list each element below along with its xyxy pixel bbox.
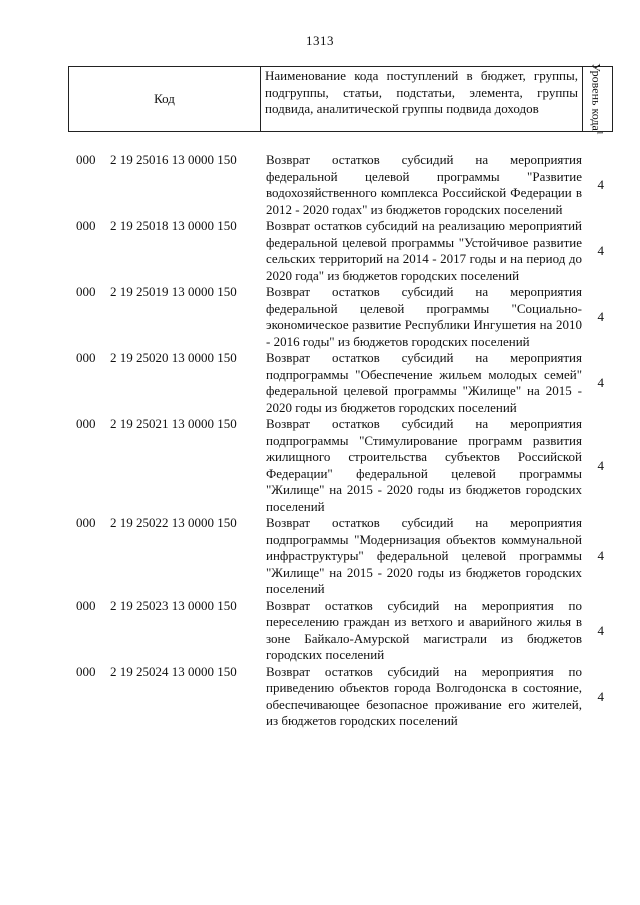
row-description: Возврат остатков субсидий на мероприятия подпрограммы "Обеспечение жильем молодых семей" федеральной целевой программы "Жилище" на 2015 - 2020 годы из бюджетов городских поселений	[266, 350, 582, 415]
table-body	[0, 152, 640, 730]
page-number: 1313	[306, 33, 334, 48]
row-admin-code: 000	[76, 416, 96, 431]
row-admin-code: 000	[76, 284, 96, 299]
row-description: Возврат остатков субсидий на мероприятия по переселению граждан из ветхого и аварийного жилья в зоне Байкало-Амурской магистрали из бюджетов городских поселений	[266, 597, 582, 662]
row-admin-code: 000	[76, 152, 96, 167]
header-level-cell	[583, 63, 612, 135]
row-level: 4	[597, 309, 604, 324]
row-revenue-code: 2 19 25016 13 0000 150	[110, 152, 237, 167]
row-level: 4	[597, 457, 604, 473]
table-row	[0, 284, 640, 350]
row-description: Возврат остатков субсидий на мероприятия подпрограммы "Стимулирование программ развития жилищного строительства субъектов Российской Федерации" федеральной целевой программы "Жилище" на 2015 - 2020 годы из бюджетов городских поселений	[266, 416, 582, 514]
row-level: 4	[597, 548, 604, 564]
row-description: Возврат остатков субсидий на мероприятия федеральной целевой программы "Развитие водохозяйственного комплекса Российской Федерации в 2012 - 2020 годах" из бюджетов городских поселений	[266, 152, 582, 217]
row-description: Возврат остатков субсидий на мероприятия по приведению объектов города Волгодонска в состояние, обеспечивающее безопасное проживание его жителей, из бюджетов городских поселений	[266, 663, 582, 728]
row-admin-code: 000	[76, 515, 96, 530]
header-level-text: Уровень кода	[589, 63, 603, 131]
row-admin-code: 000	[76, 663, 96, 679]
row-revenue-code: 2 19 25018 13 0000 150	[110, 218, 237, 233]
row-revenue-code: 2 19 25019 13 0000 150	[110, 284, 237, 299]
row-level: 4	[597, 177, 604, 192]
header-level-footnote: 1	[595, 130, 604, 135]
table-row	[0, 218, 640, 284]
row-revenue-code: 2 19 25021 13 0000 150	[110, 416, 237, 431]
row-level: 4	[597, 622, 604, 638]
row-revenue-code: 2 19 25022 13 0000 150	[110, 515, 237, 530]
table-row	[0, 664, 640, 730]
header-code-label: Код	[69, 67, 261, 131]
row-level: 4	[597, 375, 604, 390]
row-description: Возврат остатков субсидий на мероприятия федеральной целевой программы "Социально-экономическое развитие Республики Ингушетия на 2010 - 2016 годы" из бюджетов городских поселений	[266, 284, 582, 349]
row-revenue-code: 2 19 25020 13 0000 150	[110, 350, 237, 365]
row-admin-code: 000	[76, 350, 96, 365]
table-row	[0, 598, 640, 664]
row-revenue-code: 2 19 25024 13 0000 150	[110, 663, 237, 679]
table-row	[0, 416, 640, 515]
table-row	[0, 152, 640, 218]
row-admin-code: 000	[76, 218, 96, 233]
row-level: 4	[597, 688, 604, 704]
header-level-label	[590, 63, 605, 135]
row-description: Возврат остатков субсидий на реализацию мероприятий федеральной целевой программы "Устойчивое развитие сельских территорий на 2014 - 2017 годы и на период до 2020 года" из бюджетов городских поселений	[266, 218, 582, 283]
row-level: 4	[597, 243, 604, 258]
table-row	[0, 350, 640, 416]
table-header	[68, 63, 613, 135]
row-description: Возврат остатков субсидий на мероприятия подпрограммы "Модернизация объектов коммунальной инфраструктуры" федеральной целевой программы "Жилище" на 2015 - 2020 годы из бюджетов городских поселений	[266, 515, 582, 596]
row-admin-code: 000	[76, 597, 96, 613]
row-revenue-code: 2 19 25023 13 0000 150	[110, 597, 237, 613]
header-name-label: Наименование кода поступлений в бюджет, группы, подгруппы, статьи, подстатьи, элемента, группы подвида, аналитической группы подвида доходов	[261, 67, 583, 131]
table-row	[0, 515, 640, 598]
